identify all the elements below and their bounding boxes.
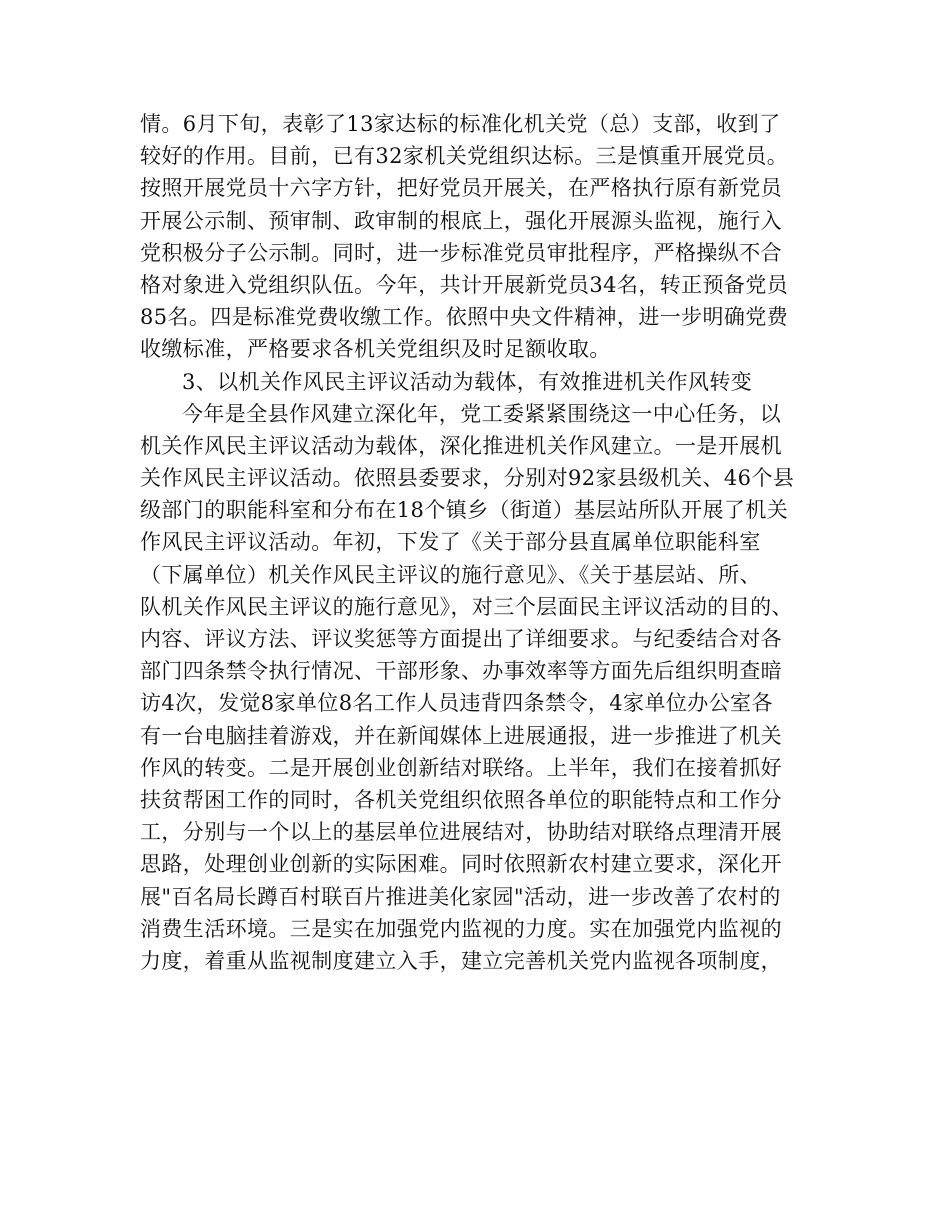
- text-line: 展"百名局长蹲百村联百片推进美化家园"活动，进一步改善了农村的: [140, 884, 781, 909]
- text-line: 扶贫帮困工作的同时，各机关党组织依照各单位的职能特点和工作分: [140, 787, 782, 812]
- text-line: 开展公示制、预审制、政审制的根底上，强化开展源头监视，施行入: [140, 208, 782, 233]
- text-line: 85名。四是标准党费收缴工作。依照中央文件精神，进一步明确党费: [140, 305, 789, 330]
- document-body: [140, 108, 820, 977]
- text-line: （下属单位）机关作风民主评议的施行意见》、《关于基层站、所、: [140, 562, 761, 587]
- text-line: 党积极分子公示制。同时，进一步标准党员审批程序，严格操纵不合: [140, 240, 782, 265]
- text-line: 内容、评议方法、评议奖惩等方面提出了详细要求。与纪委结合对各: [140, 627, 782, 651]
- section-heading: 3、以机关作风民主评议活动为载体，有效推进机关作风转变: [182, 369, 753, 394]
- text-line: 按照开展党员十六字方针，把好党员开展关，在严格执行原有新党员: [140, 176, 782, 201]
- paragraph-first-line: 今年是全县作风建立深化年，党工委紧紧围绕这一中心任务，以: [182, 401, 782, 426]
- text-line: 较好的作用。目前，已有32家机关党组织达标。三是慎重开展党员。: [140, 144, 789, 169]
- text-line: 工，分别与一个以上的基层单位进展结对，协助结对联络点理清开展: [140, 820, 782, 845]
- text-line: 关作风民主评议活动。依照县委要求，分别对92家县级机关、46个县: [140, 466, 795, 491]
- text-line: 队机关作风民主评议的施行意见》，对三个层面民主评议活动的目的、: [140, 594, 793, 619]
- text-line: 作风的转变。二是开展创业创新结对联络。上半年，我们在接着抓好: [140, 755, 782, 780]
- text-line: 格对象进入党组织队伍。今年，共计开展新党员34名，转正预备党员: [140, 272, 789, 297]
- text-line: 力度，着重从监视制度建立入手，建立完善机关党内监视各项制度，: [140, 948, 782, 973]
- text-line: 收缴标准，严格要求各机关党组织及时足额收取。: [140, 337, 611, 362]
- text-line: 有一台电脑挂着游戏，并在新闻媒体上进展通报，进一步推进了机关: [140, 723, 782, 748]
- text-line: 级部门的职能科室和分布在18个镇乡（街道）基层站所队开展了机关: [140, 498, 789, 523]
- text-line: 机关作风民主评议活动为载体，深化推进机关作风建立。一是开展机: [140, 433, 782, 458]
- text-line: 访4次，发觉8家单位8名工作人员违背四条禁令，4家单位办公室各: [140, 691, 773, 716]
- text-line: 思路，处理创业创新的实际困难。同时依照新农村建立要求，深化开: [140, 852, 782, 877]
- text-line: 情。6月下旬，表彰了13家达标的标准化机关党（总）支部，收到了: [140, 112, 781, 136]
- text-line: 作风民主评议活动。年初，下发了《关于部分县直属单位职能科室: [140, 530, 761, 555]
- text-line: 部门四条禁令执行情况、干部形象、办事效率等方面先后组织明查暗: [140, 659, 782, 684]
- text-line: 消费生活环境。三是实在加强党内监视的力度。实在加强党内监视的: [140, 916, 782, 941]
